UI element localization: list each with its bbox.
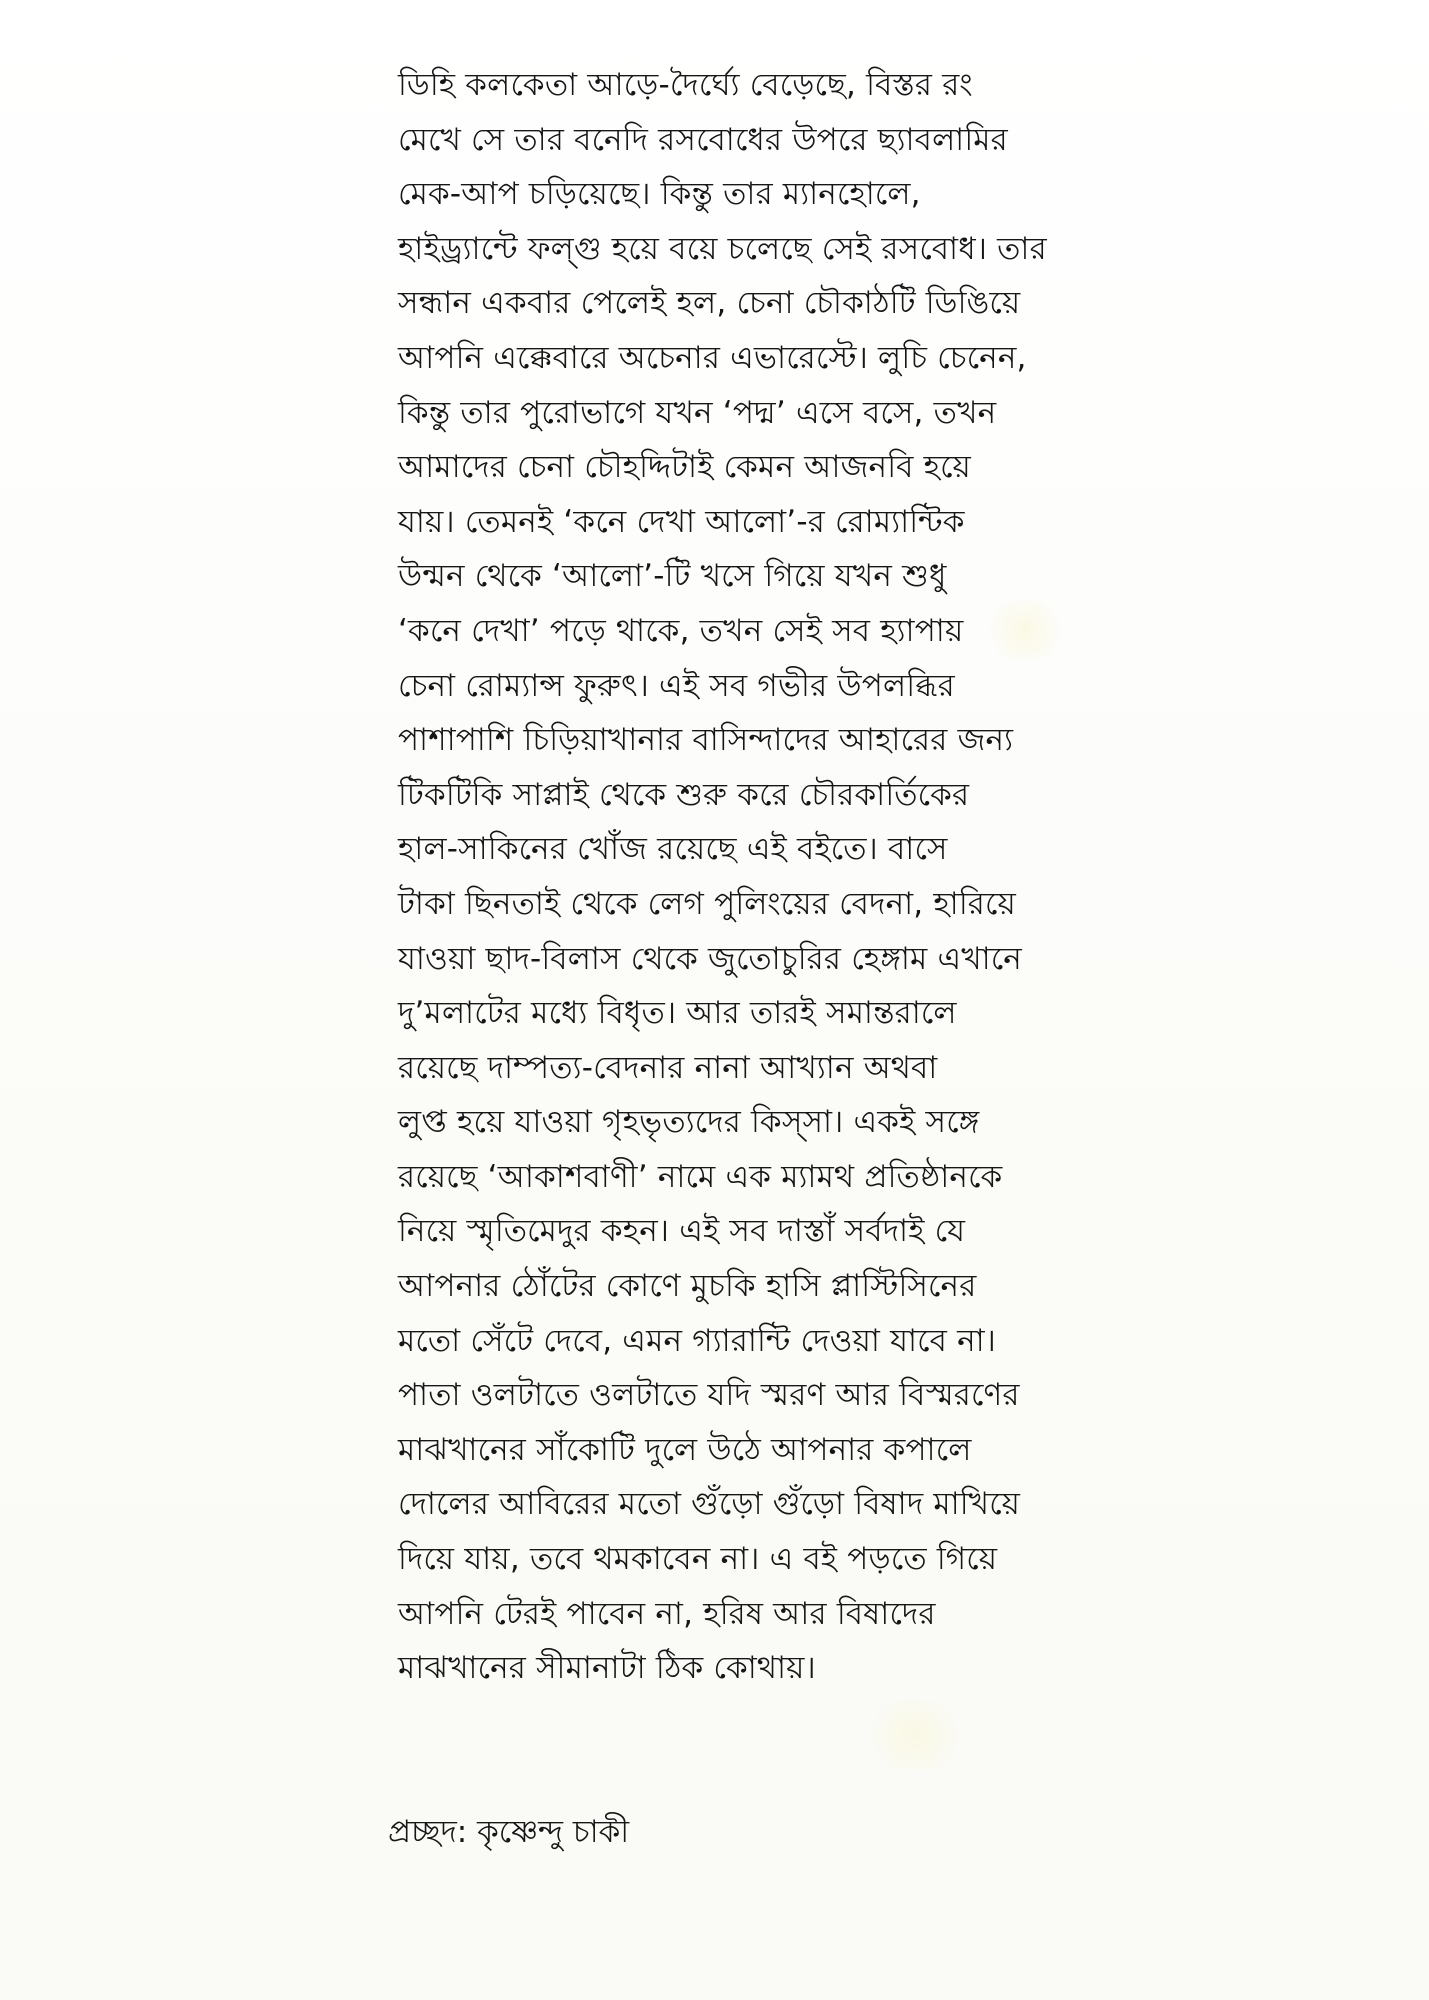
blurb-line: টাকা ছিনতাই থেকে লেগ পুলিংয়ের বেদনা, হারিয়ে <box>398 885 1016 922</box>
cover-credit <box>388 1807 629 1857</box>
blurb-line: মতো সেঁটে দেবে, এমন গ্যারান্টি দেওয়া যাবে না। <box>398 1322 997 1359</box>
blurb-line: পাশাপাশি চিড়িয়াখানার বাসিন্দাদের আহারের জন্য <box>398 722 1014 759</box>
blurb-line: দিয়ে যায়, তবে থমকাবেন না। এ বই পড়তে গিয়ে <box>398 1541 998 1578</box>
blurb-line: রয়েছে দাম্পত্য-বেদনার নানা আখ্যান অথবা <box>398 1049 938 1086</box>
blurb-line: দোলের আবিরের মতো গুঁড়ো গুঁড়ো বিষাদ মাখিয়ে <box>398 1486 1021 1523</box>
blurb-line: উন্মন থেকে ‘আলো’-টি খসে গিয়ে যখন শুধু <box>398 558 947 595</box>
blurb-line: নিয়ে স্মৃতিমেদুর কহন। এই সব দাস্তাঁ সর্বদাই যে <box>398 1213 966 1250</box>
blurb-line: যাওয়া ছাদ-বিলাস থেকে জুতোচুরির হেঙ্গাম এখানে <box>398 940 1022 977</box>
blurb-line: মেক-আপ চড়িয়েছে। কিন্তু তার ম্যানহোলে, <box>398 176 921 213</box>
blurb-text <box>398 58 1098 1696</box>
blurb-line: আপনার ঠোঁটের কোণে মুচকি হাসি প্লাস্টিসিনের <box>398 1268 977 1305</box>
blurb-line: সন্ধান একবার পেলেই হল, চেনা চৌকাঠটি ডিঙিয়ে <box>398 285 1021 322</box>
blurb-line: ডিহি কলকেতা আড়ে-দৈর্ঘ্যে বেড়েছে, বিস্তর রং <box>398 67 973 103</box>
cover-credit-label: প্রচ্ছদ: <box>388 1814 468 1850</box>
blurb-line: যায়। তেমনই ‘কনে দেখা আলো’-র রোম্যান্টিক <box>398 503 965 540</box>
blurb-line: মাঝখানের সাঁকোটি দুলে উঠে আপনার কপালে <box>398 1431 972 1468</box>
blurb-line: রয়েছে ‘আকাশবাণী’ নামে এক ম্যামথ প্রতিষ্ঠানকে <box>398 1158 1003 1195</box>
blurb-line: হাল-সাকিনের খোঁজ রয়েছে এই বইতে। বাসে <box>398 831 948 868</box>
blurb-line: মেখে সে তার বনেদি রসবোধের উপরে ছ্যাবলামির <box>398 121 1008 158</box>
blurb-line: আপনি টেরই পাবেন না, হরিষ আর বিষাদের <box>398 1595 936 1632</box>
blurb-line: পাতা ওলটাতে ওলটাতে যদি স্মরণ আর বিস্মরণের <box>398 1377 1020 1414</box>
blurb-line: টিকটিকি সাপ্লাই থেকে শুরু করে চৌরকার্তিকের <box>398 776 970 813</box>
blurb-line: ‘কনে দেখা’ পড়ে থাকে, তখন সেই সব হ্যাপায় <box>398 612 964 649</box>
blurb-line: কিন্তু তার পুরোভাগে যখন ‘পদ্ম’ এসে বসে, তখন <box>398 394 997 431</box>
blurb-line: আপনি এক্কেবারে অচেনার এভারেস্টে। লুচি চেনেন, <box>398 339 1027 376</box>
cover-artist-name: কৃষ্ণেন্দু চাকী <box>477 1814 630 1850</box>
blurb-line: দু’মলাটের মধ্যে বিধৃত। আর তারই সমান্তরালে <box>398 995 957 1032</box>
blurb-line: চেনা রোম্যান্স ফুরুৎ। এই সব গভীর উপলব্ধির <box>398 667 955 704</box>
paper-smudge <box>860 1700 970 1770</box>
blurb-line: মাঝখানের সীমানাটা ঠিক কোথায়। <box>398 1650 816 1687</box>
blurb-line: লুপ্ত হয়ে যাওয়া গৃহভৃত্যদের কিস্‌সা। একই সঙ্গে <box>398 1104 980 1141</box>
blurb-line: আমাদের চেনা চৌহদ্দিটাই কেমন আজনবি হয়ে <box>398 449 972 486</box>
blurb-line: হাইড্র্যান্টে ফল্গু হয়ে বয়ে চলেছে সেই রসবোধ। তার <box>398 230 1047 267</box>
